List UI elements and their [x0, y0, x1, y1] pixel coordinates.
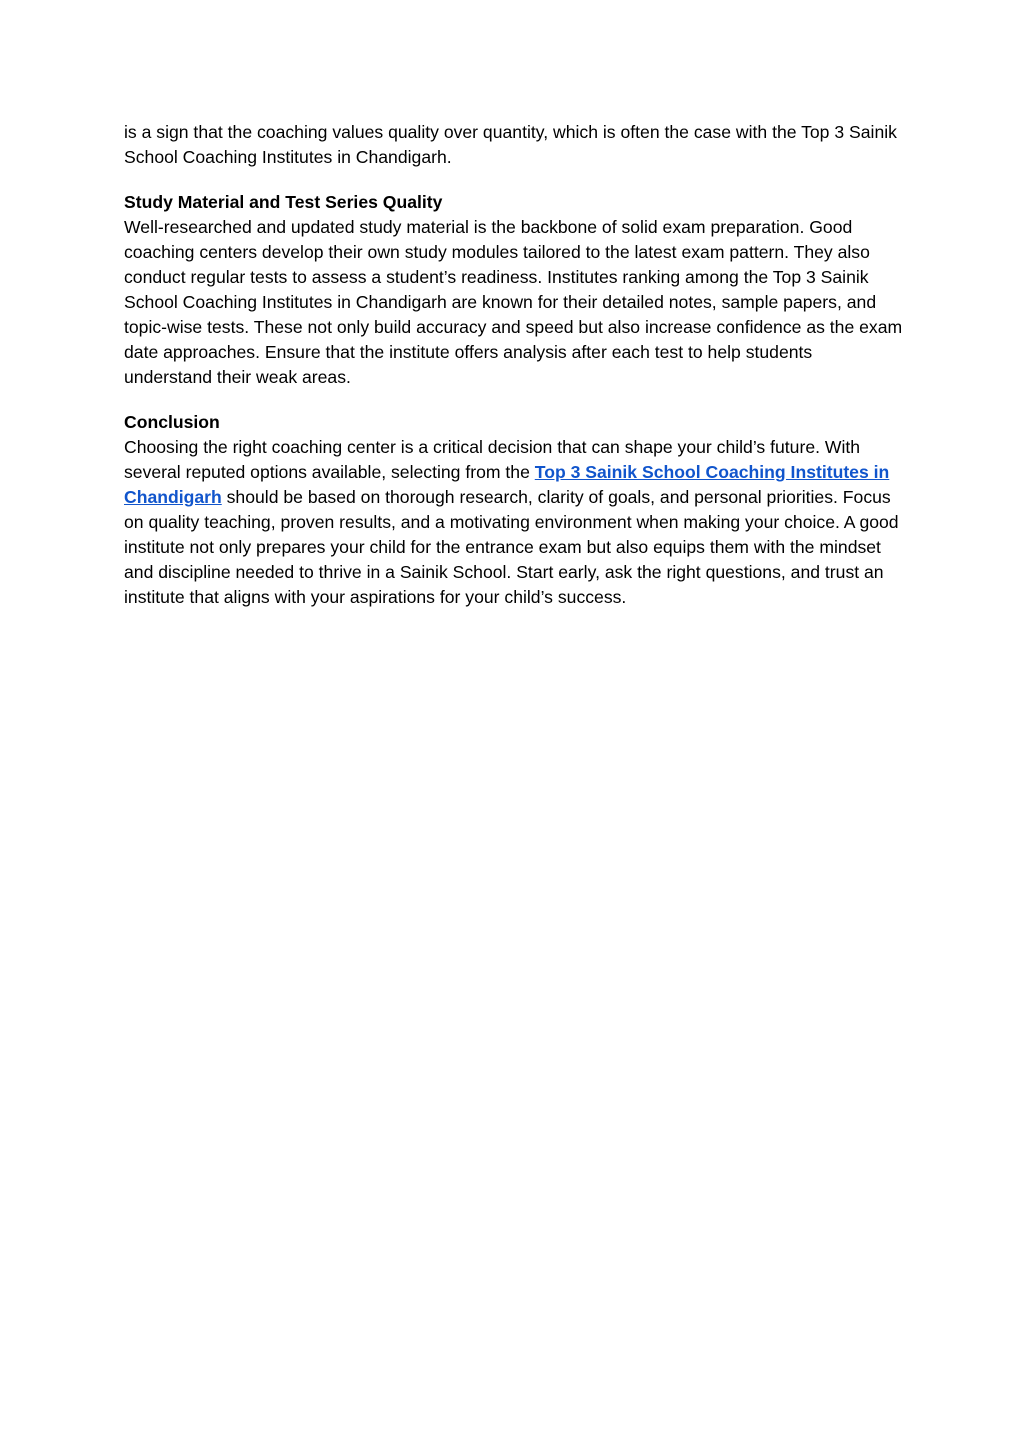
conclusion-heading: Conclusion	[124, 412, 220, 432]
intro-paragraph: is a sign that the coaching values quality over quantity, which is often the case with the Top 3 Sainik School Coaching Institutes in Chandigarh.	[124, 122, 897, 167]
conclusion-body-before-link: Choosing the right coaching center is a critical decision that can shape your child’s future. With several reputed options available, selecting from the	[124, 437, 861, 482]
document-page	[124, 120, 904, 610]
conclusion-section	[124, 410, 904, 610]
top-3-institutes-link[interactable]: Top 3 Sainik School Coaching Institutes in Chandigarh	[124, 462, 890, 507]
paragraph-spacer	[124, 170, 904, 190]
study-material-body: Well-researched and updated study material is the backbone of solid exam preparation. Good coaching centers develop their own study modules tailored to the latest exam pattern. They also conduct regular tests to assess a student’s readiness. Institutes ranking among the Top 3 Sainik School Coaching Institutes in Chandigarh are known for their detailed notes, sample papers, and topic-wise tests. These not only build accuracy and speed but also increase confidence as the exam date approaches. Ensure that the institute offers analysis after each test to help students understand their weak areas.	[124, 217, 903, 387]
study-material-heading: Study Material and Test Series Quality	[124, 192, 443, 212]
conclusion-body-after-link: should be based on thorough research, clarity of goals, and personal priorities. Focus on quality teaching, proven results, and a motivating environment when making your choice. A good institute not only prepares your child for the entrance exam but also equips them with the mindset and discipline needed to thrive in a Sainik School. Start early, ask the right questions, and trust an institute that aligns with your aspirations for your child’s success.	[124, 487, 899, 607]
study-material-section	[124, 190, 904, 390]
paragraph-spacer	[124, 390, 904, 410]
